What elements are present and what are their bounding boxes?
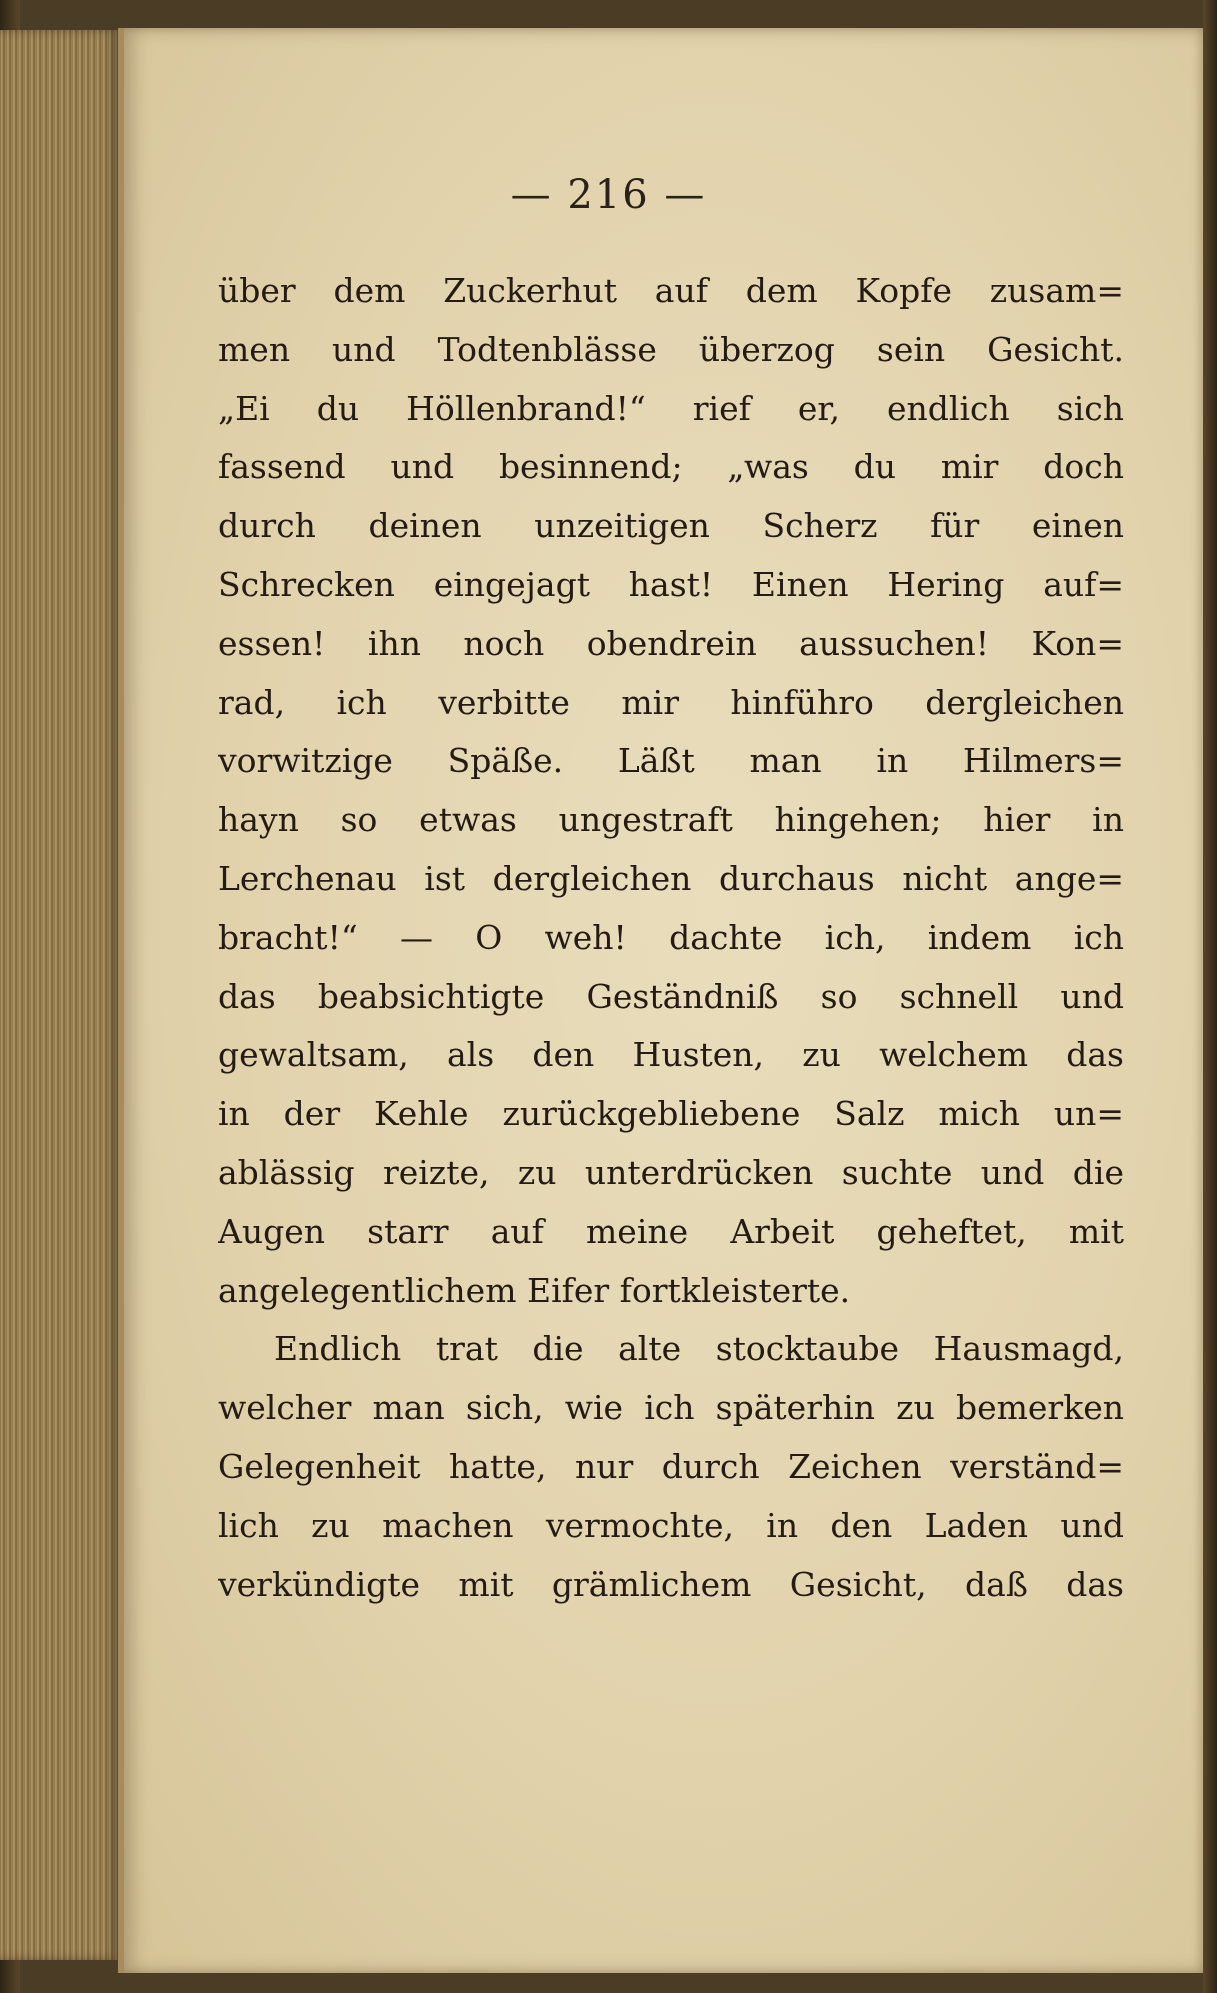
- text-line: verkündigte mit grämlichem Gesicht, daß das: [218, 1564, 1124, 1604]
- page-number: — 216 —: [510, 172, 707, 218]
- text-line: „Ei du Höllenbrand!“ rief er, endlich sich: [218, 388, 1124, 428]
- text-line: welcher man sich, wie ich späterhin zu bemerken: [218, 1388, 1124, 1428]
- text-line: in der Kehle zurückgebliebene Salz mich un=: [218, 1094, 1124, 1134]
- text-line: essen! ihn noch obendrein aussuchen! Kon=: [218, 623, 1124, 663]
- text-line: hayn so etwas ungestraft hingehen; hier in: [218, 800, 1124, 840]
- text-line: men und Todtenblässe überzog sein Gesicht.: [218, 329, 1124, 369]
- text-line: Endlich trat die alte stocktaube Hausmagd,: [274, 1329, 1124, 1369]
- text-line: fassend und besinnend; „was du mir doch: [218, 447, 1124, 487]
- text-line: Gelegenheit hatte, nur durch Zeichen verständ=: [218, 1446, 1124, 1486]
- text-line: gewaltsam, als den Husten, zu welchem das: [218, 1035, 1124, 1075]
- text-line: Augen starr auf meine Arbeit geheftet, mit: [218, 1211, 1124, 1251]
- body-text: [218, 262, 1124, 1614]
- text-line: Schrecken eingejagt hast! Einen Hering auf=: [218, 564, 1124, 604]
- text-line: rad, ich verbitte mir hinführo dergleichen: [218, 682, 1124, 722]
- page-edge-stack: [0, 30, 118, 1960]
- text-line: vorwitzige Späße. Läßt man in Hilmers=: [218, 741, 1124, 781]
- gutter-line: [118, 28, 124, 1973]
- right-edge-shadow: [1203, 0, 1217, 1993]
- text-line: lich zu machen vermochte, in den Laden und: [218, 1505, 1124, 1545]
- text-line: angelegentlichem Eifer fortkleisterte.: [218, 1270, 851, 1310]
- text-line: durch deinen unzeitigen Scherz für einen: [218, 506, 1124, 546]
- text-line: Lerchenau ist dergleichen durchaus nicht ange=: [218, 858, 1124, 898]
- text-line: das beabsichtigte Geständniß so schnell und: [218, 976, 1124, 1016]
- text-line: über dem Zuckerhut auf dem Kopfe zusam=: [218, 271, 1124, 310]
- text-line: ablässig reizte, zu unterdrücken suchte und die: [218, 1152, 1124, 1192]
- text-line: bracht!“ — O weh! dachte ich, indem ich: [218, 917, 1124, 957]
